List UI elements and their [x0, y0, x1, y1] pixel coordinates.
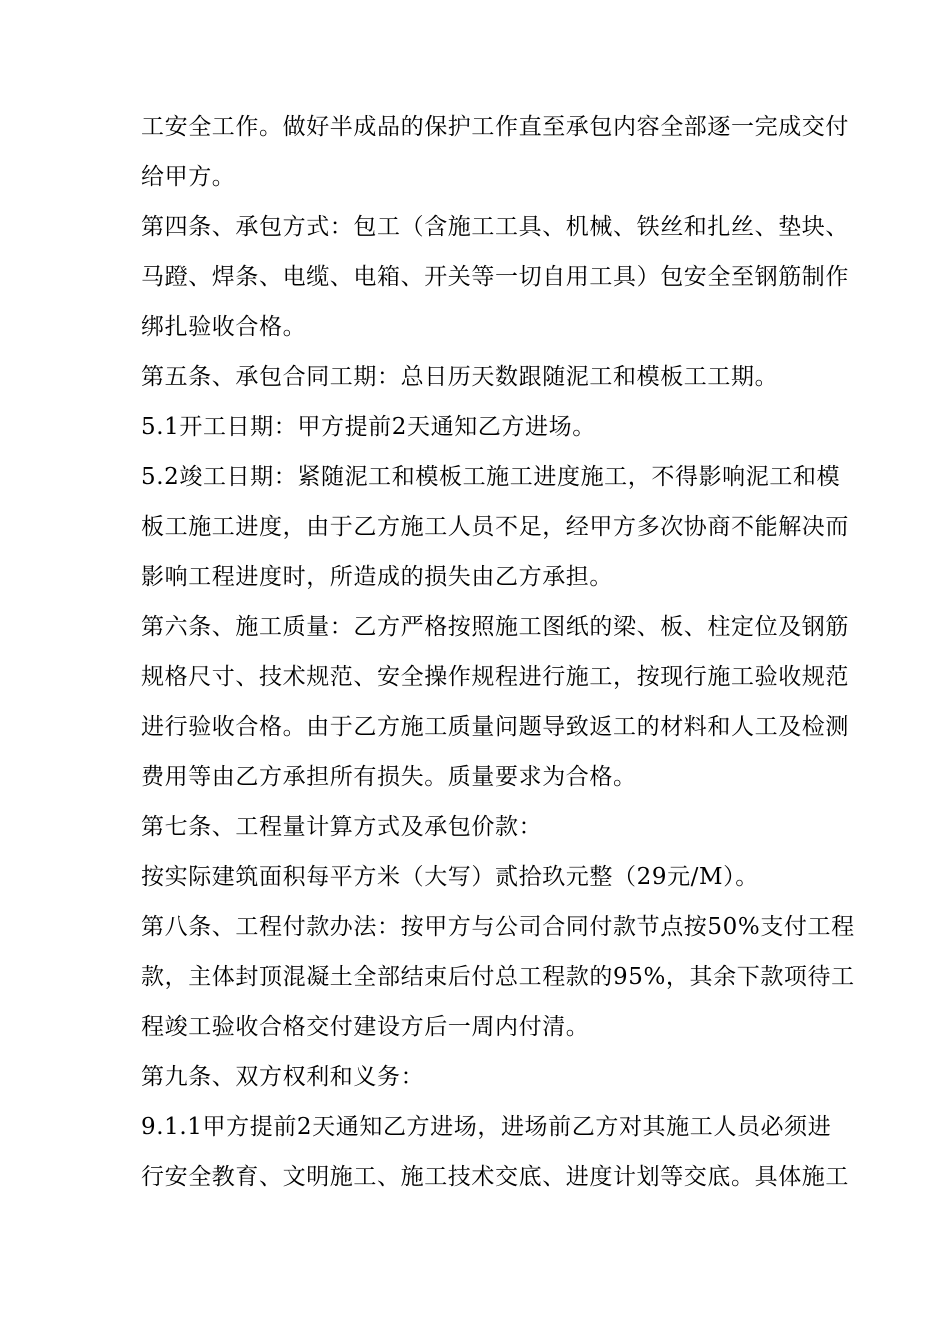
text-line: 第四条、承包方式：包工（含施工工具、机械、铁丝和扎丝、垫块、	[141, 214, 849, 240]
text-line: 第九条、双方权利和义务：	[141, 1064, 425, 1090]
text-line: 绑扎验收合格。	[141, 314, 307, 340]
text-line: 影响工程进度时，所造成的损失由乙方承担。	[141, 564, 613, 590]
text-line: 9.1.1甲方提前2天通知乙方进场，进场前乙方对其施工人员必须进	[141, 1114, 832, 1140]
text-line: 第五条、承包合同工期：总日历天数跟随泥工和模板工工期。	[141, 364, 779, 390]
text-line: 第八条、工程付款办法：按甲方与公司合同付款节点按50%支付工程	[141, 914, 855, 940]
text-line: 马蹬、焊条、电缆、电箱、开关等一切自用工具）包安全至钢筋制作	[141, 264, 849, 290]
text-line: 板工施工进度，由于乙方施工人员不足，经甲方多次协商不能解决而	[141, 514, 849, 540]
text-line: 规格尺寸、技术规范、安全操作规程进行施工，按现行施工验收规范	[141, 664, 849, 690]
text-line: 工安全工作。做好半成品的保护工作直至承包内容全部逐一完成交付	[141, 114, 849, 140]
text-line: 第七条、工程量计算方式及承包价款：	[141, 814, 543, 840]
text-line: 款，主体封顶混凝土全部结束后付总工程款的95%，其余下款项待工	[141, 964, 855, 990]
text-line: 按实际建筑面积每平方米（大写）贰拾玖元整（29元/M）。	[141, 864, 759, 890]
text-line: 进行验收合格。由于乙方施工质量问题导致返工的材料和人工及检测	[141, 714, 849, 740]
text-line: 程竣工验收合格交付建设方后一周内付清。	[141, 1014, 590, 1040]
text-line: 5.1开工日期：甲方提前2天通知乙方进场。	[141, 414, 596, 440]
text-line: 费用等由乙方承担所有损失。质量要求为合格。	[141, 764, 637, 790]
text-line: 行安全教育、文明施工、施工技术交底、进度计划等交底。具体施工	[141, 1164, 849, 1190]
text-line: 第六条、施工质量：乙方严格按照施工图纸的梁、板、柱定位及钢筋	[141, 614, 849, 640]
text-line: 给甲方。	[141, 164, 236, 190]
text-line: 5.2竣工日期：紧随泥工和模板工施工进度施工，不得影响泥工和模	[141, 464, 841, 490]
